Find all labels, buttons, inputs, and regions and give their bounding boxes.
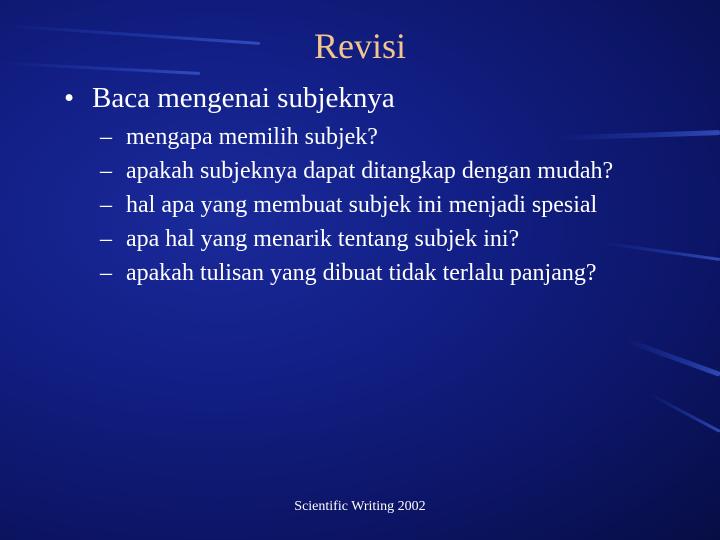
bullet-marker: • [64, 82, 75, 114]
main-bullet-text: Baca mengenai subjeknya [92, 82, 395, 114]
dash-marker: – [100, 260, 112, 286]
background-streak [625, 338, 720, 377]
sub-bullet-item [100, 190, 660, 220]
sub-bullet-item [100, 156, 660, 186]
slide-title: Revisi [313, 26, 406, 66]
sub-bullet-text: hal apa yang membuat subjek ini menjadi spesial [126, 192, 598, 218]
dash-marker: – [100, 124, 112, 150]
sub-bullet-list [100, 122, 660, 292]
sub-bullet-text: apakah tulisan yang dibuat tidak terlalu panjang? [126, 260, 597, 286]
sub-bullet-text: apakah subjeknya dapat ditangkap dengan mudah? [126, 158, 614, 184]
main-bullet [64, 80, 395, 116]
dash-marker: – [100, 192, 112, 218]
sub-bullet-item [100, 122, 660, 152]
sub-bullet-item [100, 258, 660, 288]
sub-bullet-text: apa hal yang menarik tentang subjek ini? [126, 226, 520, 252]
sub-bullet-text: mengapa memilih subjek? [126, 124, 378, 150]
slide-footer: Scientific Writing 2002 [294, 499, 426, 514]
sub-bullet-item [100, 224, 660, 254]
dash-marker: – [100, 158, 112, 184]
background-streak [649, 393, 720, 433]
dash-marker: – [100, 226, 112, 252]
